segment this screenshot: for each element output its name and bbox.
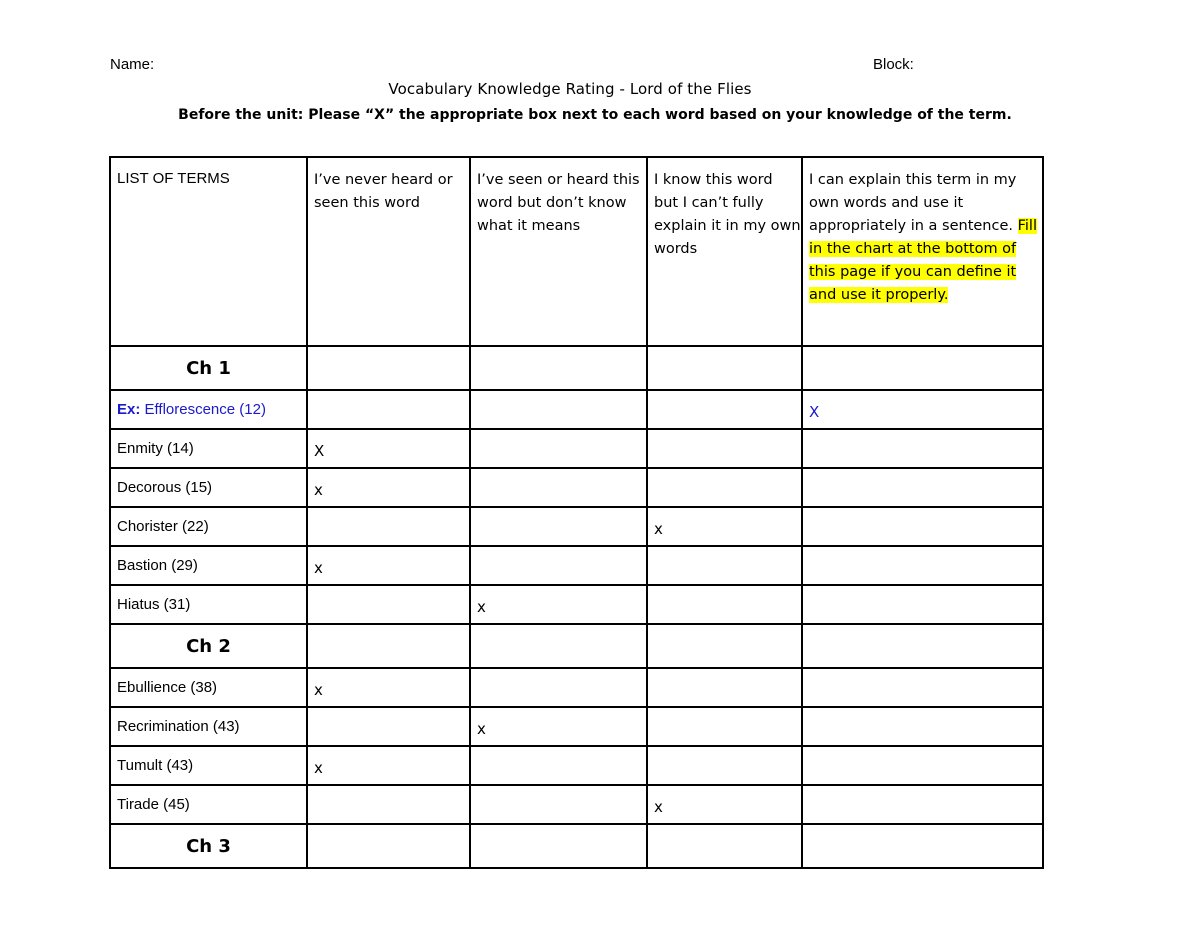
rating-cell-know[interactable] bbox=[647, 785, 802, 824]
rating-cell-seen[interactable] bbox=[470, 346, 647, 390]
rating-cell-never[interactable] bbox=[307, 707, 470, 746]
rating-cell-never[interactable] bbox=[307, 468, 470, 507]
rating-cell-know[interactable] bbox=[647, 390, 802, 429]
rating-cell-explain[interactable] bbox=[802, 390, 1043, 429]
rating-cell-know[interactable] bbox=[647, 585, 802, 624]
rating-cell-never[interactable] bbox=[307, 624, 470, 668]
rating-cell-seen[interactable] bbox=[470, 390, 647, 429]
example-prefix: Ex: bbox=[117, 401, 141, 418]
rating-cell-seen[interactable] bbox=[470, 507, 647, 546]
x-mark: x bbox=[314, 558, 323, 577]
rating-cell-explain[interactable] bbox=[802, 824, 1043, 868]
x-mark: x bbox=[314, 680, 323, 699]
example-term: Efflorescence (12) bbox=[140, 401, 266, 418]
column-header-can-explain bbox=[802, 157, 1043, 346]
rating-cell-seen[interactable] bbox=[470, 746, 647, 785]
table-row bbox=[110, 429, 1043, 468]
rating-cell-seen[interactable] bbox=[470, 429, 647, 468]
rating-cell-know[interactable] bbox=[647, 507, 802, 546]
rating-cell-explain[interactable] bbox=[802, 346, 1043, 390]
name-field-label: Name: bbox=[110, 56, 155, 73]
rating-cell-know[interactable] bbox=[647, 429, 802, 468]
table-row bbox=[110, 390, 1043, 429]
table-header-row bbox=[110, 157, 1043, 346]
column-header-terms: LIST OF TERMS bbox=[110, 157, 307, 346]
term-cell: Tumult (43) bbox=[110, 746, 307, 785]
chapter-label: Ch 3 bbox=[110, 824, 307, 868]
rating-cell-seen[interactable] bbox=[470, 585, 647, 624]
rating-cell-know[interactable] bbox=[647, 468, 802, 507]
table-row bbox=[110, 785, 1043, 824]
rating-cell-seen[interactable] bbox=[470, 624, 647, 668]
rating-cell-never[interactable] bbox=[307, 546, 470, 585]
rating-cell-seen[interactable] bbox=[470, 785, 647, 824]
term-cell: Bastion (29) bbox=[110, 546, 307, 585]
column-header-never-heard: I’ve never heard or seen this word bbox=[307, 157, 470, 346]
rating-cell-explain[interactable] bbox=[802, 785, 1043, 824]
term-cell: Decorous (15) bbox=[110, 468, 307, 507]
x-mark: x bbox=[654, 797, 663, 816]
rating-cell-never[interactable] bbox=[307, 346, 470, 390]
rating-cell-explain[interactable] bbox=[802, 507, 1043, 546]
block-field-label: Block: bbox=[873, 56, 914, 73]
rating-cell-seen[interactable] bbox=[470, 468, 647, 507]
table-row bbox=[110, 468, 1043, 507]
rating-cell-explain[interactable] bbox=[802, 668, 1043, 707]
x-mark: X bbox=[314, 441, 325, 460]
rating-cell-explain[interactable] bbox=[802, 429, 1043, 468]
x-mark: x bbox=[654, 519, 663, 538]
rating-cell-know[interactable] bbox=[647, 668, 802, 707]
chapter-row bbox=[110, 346, 1043, 390]
rating-cell-seen[interactable] bbox=[470, 707, 647, 746]
x-mark: X bbox=[809, 402, 820, 421]
table-row bbox=[110, 707, 1043, 746]
rating-cell-explain[interactable] bbox=[802, 746, 1043, 785]
can-explain-text: I can explain this term in my own words and use it appropriately in a sentence. bbox=[809, 172, 1017, 234]
table-row bbox=[110, 546, 1043, 585]
rating-cell-explain[interactable] bbox=[802, 585, 1043, 624]
rating-cell-seen[interactable] bbox=[470, 668, 647, 707]
rating-cell-know[interactable] bbox=[647, 624, 802, 668]
rating-cell-never[interactable] bbox=[307, 585, 470, 624]
x-mark: x bbox=[314, 758, 323, 777]
term-cell: Ebullience (38) bbox=[110, 668, 307, 707]
term-cell: Chorister (22) bbox=[110, 507, 307, 546]
rating-cell-seen[interactable] bbox=[470, 546, 647, 585]
x-mark: x bbox=[477, 597, 486, 616]
rating-cell-know[interactable] bbox=[647, 346, 802, 390]
x-mark: x bbox=[477, 719, 486, 738]
term-cell: Hiatus (31) bbox=[110, 585, 307, 624]
table-row bbox=[110, 585, 1043, 624]
rating-cell-never[interactable] bbox=[307, 746, 470, 785]
rating-cell-know[interactable] bbox=[647, 546, 802, 585]
rating-cell-know[interactable] bbox=[647, 746, 802, 785]
rating-cell-never[interactable] bbox=[307, 390, 470, 429]
rating-cell-know[interactable] bbox=[647, 707, 802, 746]
rating-cell-never[interactable] bbox=[307, 507, 470, 546]
rating-cell-seen[interactable] bbox=[470, 824, 647, 868]
highlighted-instruction: Fill in the chart at the bottom of this page if you can define it and use it properly. bbox=[809, 218, 1037, 303]
column-header-know-word: I know this word but I can’t fully explain it in my own words bbox=[647, 157, 802, 346]
rating-cell-never[interactable] bbox=[307, 824, 470, 868]
rating-cell-know[interactable] bbox=[647, 824, 802, 868]
vocabulary-rating-table bbox=[109, 156, 1044, 869]
instructions: Before the unit: Please “X” the appropriate box next to each word based on your knowledge of the term. bbox=[178, 107, 1012, 123]
page-title: Vocabulary Knowledge Rating - Lord of the Flies bbox=[388, 80, 752, 98]
rating-cell-explain[interactable] bbox=[802, 707, 1043, 746]
rating-cell-explain[interactable] bbox=[802, 468, 1043, 507]
rating-cell-explain[interactable] bbox=[802, 624, 1043, 668]
table-row bbox=[110, 746, 1043, 785]
rating-cell-explain[interactable] bbox=[802, 546, 1043, 585]
chapter-label: Ch 2 bbox=[110, 624, 307, 668]
chapter-label: Ch 1 bbox=[110, 346, 307, 390]
table-row bbox=[110, 507, 1043, 546]
chapter-row bbox=[110, 624, 1043, 668]
rating-cell-never[interactable] bbox=[307, 785, 470, 824]
rating-cell-never[interactable] bbox=[307, 668, 470, 707]
table-row bbox=[110, 668, 1043, 707]
term-cell: Enmity (14) bbox=[110, 429, 307, 468]
term-cell: Tirade (45) bbox=[110, 785, 307, 824]
chapter-row bbox=[110, 824, 1043, 868]
rating-cell-never[interactable] bbox=[307, 429, 470, 468]
term-cell: Recrimination (43) bbox=[110, 707, 307, 746]
term-cell bbox=[110, 390, 307, 429]
column-header-seen-heard: I’ve seen or heard this word but don’t know what it means bbox=[470, 157, 647, 346]
x-mark: x bbox=[314, 480, 323, 499]
